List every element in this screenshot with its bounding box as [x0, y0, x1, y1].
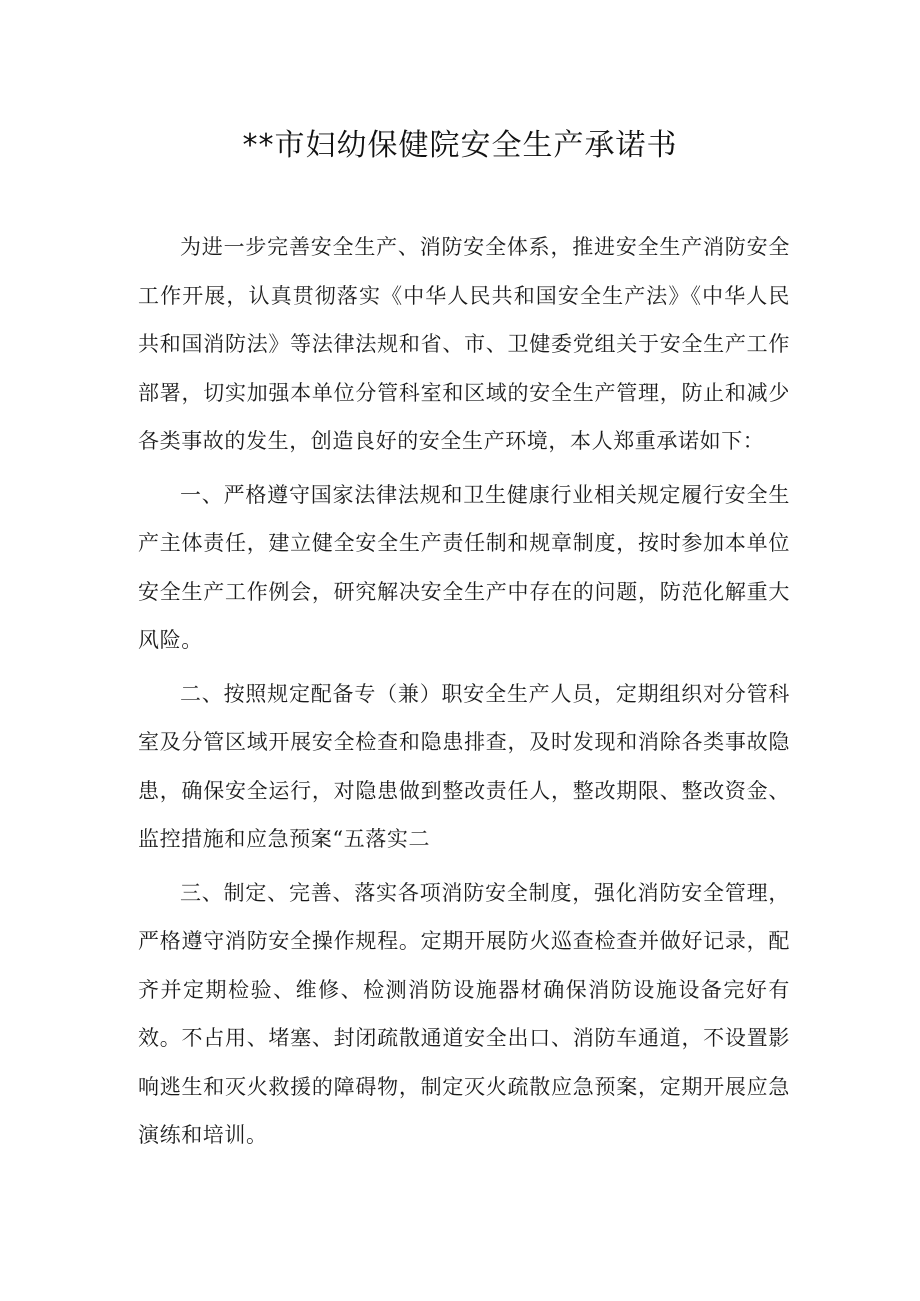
document-title: **市妇幼保健院安全生产承诺书 — [242, 128, 678, 163]
document-body — [138, 223, 790, 1165]
intro-paragraph: 为进一步完善安全生产、消防安全体系，推进安全生产消防安全工作开展，认真贯彻落实《中华人民共和国安全生产法》《中华人民共和国消防法》等法律法规和省、市、卫健委党组关于安全生产工作部署，切实加强本单位分管科室和区域的安全生产管理，防止和减少各类事故的发生，创造良好的安全生产环境，本人郑重承诺如下： — [138, 235, 790, 453]
commitment-paragraph-2: 二、按照规定配备专（兼）职安全生产人员，定期组织对分管科室及分管区域开展安全检查和隐患排查，及时发现和消除各类事故隐患，确保安全运行，对隐患做到整改责任人，整改期限、整改资金、监控措施和应急预案“五落实二 — [138, 681, 790, 851]
commitment-paragraph-3: 三、制定、完善、落实各项消防安全制度，强化消防安全管理，严格遵守消防安全操作规程。定期开展防火巡查检查并做好记录，配齐并定期检验、维修、检测消防设施器材确保消防设施设备完好有效。不占用、堵塞、封闭疏散通道安全出口、消防车通道，不设置影响逃生和灭火救援的障碍物，制定灭火疏散应急预案，定期开展应急演练和培训。 — [138, 880, 790, 1147]
commitment-paragraph-1: 一、严格遵守国家法律法规和卫生健康行业相关规定履行安全生产主体责任，建立健全安全生产责任制和规章制度，按时参加本单位安全生产工作例会，研究解决安全生产中存在的问题，防范化解重大风险。 — [138, 482, 790, 652]
